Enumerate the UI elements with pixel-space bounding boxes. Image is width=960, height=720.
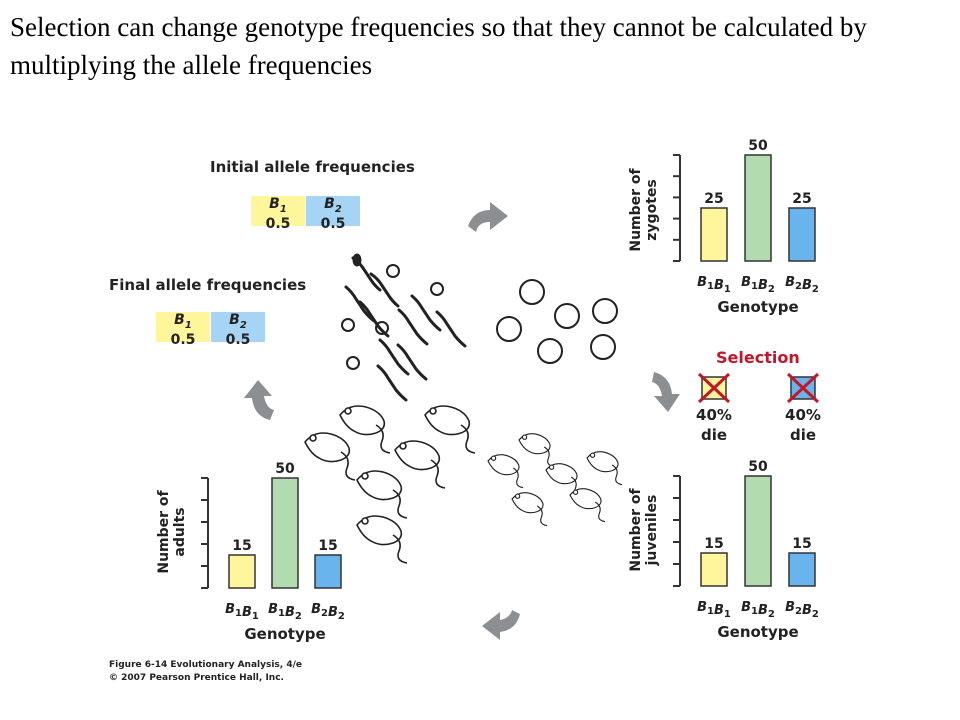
x-axis-label: Genotype: [717, 623, 799, 641]
allele-subscript: 2: [334, 203, 342, 215]
category-tick-label: $B_1B_2$: [741, 275, 775, 295]
bar-b1b2: [272, 478, 298, 588]
egg-cell: [555, 304, 579, 328]
allele-subscript: 1: [279, 203, 287, 215]
gamete-small-circle: [347, 357, 359, 369]
x-axis-label: Genotype: [244, 625, 326, 643]
category-tick-label: $B_1B_2$: [268, 602, 302, 622]
bar-value-label: 50: [275, 461, 295, 477]
allele-subscript: 1: [184, 319, 192, 331]
bar-value-label: 50: [748, 459, 768, 475]
selection-right-die: die: [789, 426, 817, 444]
egg-cell: [593, 299, 617, 323]
bar-value-label: 50: [748, 138, 768, 154]
allele-symbol: B: [174, 312, 185, 328]
sperm-cell: [437, 312, 465, 346]
category-tick-label: $B_1B_2$: [741, 600, 775, 620]
cycle-arrow-icon: [244, 380, 274, 420]
y-axis-label: Number ofadults: [156, 490, 188, 574]
cycle-arrow-icon: [652, 372, 680, 412]
bar-b1b1: [229, 555, 255, 588]
juvenile-mouse: [488, 455, 523, 488]
figure-credit-line1: Figure 6-14 Evolutionary Analysis, 4/e: [109, 660, 302, 670]
adult-mouse: [357, 471, 407, 518]
gamete-small-circle: [431, 283, 443, 295]
y-axis-label: Number ofzygotes: [628, 168, 660, 252]
gamete-small-circle: [342, 319, 354, 331]
bar-chart-juveniles: [628, 459, 819, 641]
sperm-cell: [371, 274, 398, 306]
sperm-head: [354, 255, 360, 265]
adult-mouse: [305, 433, 355, 480]
sperm-cell: [399, 310, 427, 344]
bar-chart-zygotes: [628, 138, 819, 316]
bar-b1b2: [745, 155, 771, 261]
sperm-cell: [360, 302, 388, 336]
egg-cell: [538, 339, 562, 363]
cycle-arrow-icon: [468, 202, 508, 232]
allele-frequency-value: 0.5: [225, 331, 251, 348]
bar-b1b1: [701, 553, 727, 586]
bar-b2b2: [789, 553, 815, 586]
bar-b1b2: [745, 476, 771, 586]
x-axis-label: Genotype: [717, 298, 799, 316]
final-freq-title: Final allele frequencies: [109, 276, 307, 294]
allele-frequency-value: 0.5: [170, 331, 196, 348]
category-tick-label: $B_2B_2$: [785, 275, 819, 295]
allele-frequency-value: 0.5: [265, 215, 291, 232]
category-tick-label: $B_2B_2$: [311, 602, 345, 622]
bar-value-label: 15: [318, 538, 338, 554]
bar-value-label: 15: [792, 536, 812, 552]
sperm-cell: [378, 366, 406, 400]
bar-value-label: 15: [232, 538, 252, 554]
y-axis-label: Number ofjuveniles: [628, 488, 660, 572]
sperm-cell: [398, 345, 426, 379]
juvenile-mouse: [512, 493, 547, 526]
juvenile-mouse: [519, 434, 554, 467]
category-tick-label: $B_2B_2$: [785, 600, 819, 620]
bar-chart-adults: [156, 461, 345, 643]
initial-freq-title: Initial allele frequencies: [210, 158, 415, 176]
category-tick-label: $B_1B_1$: [697, 600, 731, 620]
allele-symbol: B: [229, 312, 240, 328]
figure-credit-line2: © 2007 Pearson Prentice Hall, Inc.: [109, 673, 284, 683]
allele-symbol: B: [324, 196, 335, 212]
bar-b2b2: [789, 208, 815, 261]
bar-value-label: 25: [792, 191, 812, 207]
bar-value-label: 15: [704, 536, 724, 552]
allele-frequency-value: 0.5: [320, 215, 346, 232]
allele-symbol: B: [269, 196, 280, 212]
selection-right-percent: 40%: [785, 406, 821, 424]
category-tick-label: $B_1B_1$: [697, 275, 731, 295]
adult-mouse: [357, 516, 407, 563]
gamete-small-circle: [387, 265, 399, 277]
egg-cell: [497, 317, 521, 341]
selection-title: Selection: [716, 348, 800, 367]
category-tick-label: $B_1B_1$: [225, 602, 259, 622]
allele-subscript: 2: [239, 319, 247, 331]
cycle-arrow-icon: [482, 610, 520, 640]
adult-mouse: [395, 441, 445, 488]
sperm-cell: [380, 340, 408, 374]
slide-headline: Selection can change genotype frequencies so that they cannot be calculated by multiplying the allele frequencies: [10, 12, 867, 80]
sperm-cell: [412, 296, 440, 330]
juvenile-mouse: [570, 489, 605, 522]
bar-b1b1: [701, 208, 727, 261]
adult-mouse: [425, 406, 475, 453]
egg-cell: [591, 335, 615, 359]
selection-left-die: die: [700, 426, 728, 444]
selection-left-percent: 40%: [696, 406, 732, 424]
egg-cell: [520, 280, 544, 304]
bar-value-label: 25: [704, 191, 724, 207]
juvenile-mouse: [587, 452, 622, 485]
bar-b2b2: [315, 555, 341, 588]
